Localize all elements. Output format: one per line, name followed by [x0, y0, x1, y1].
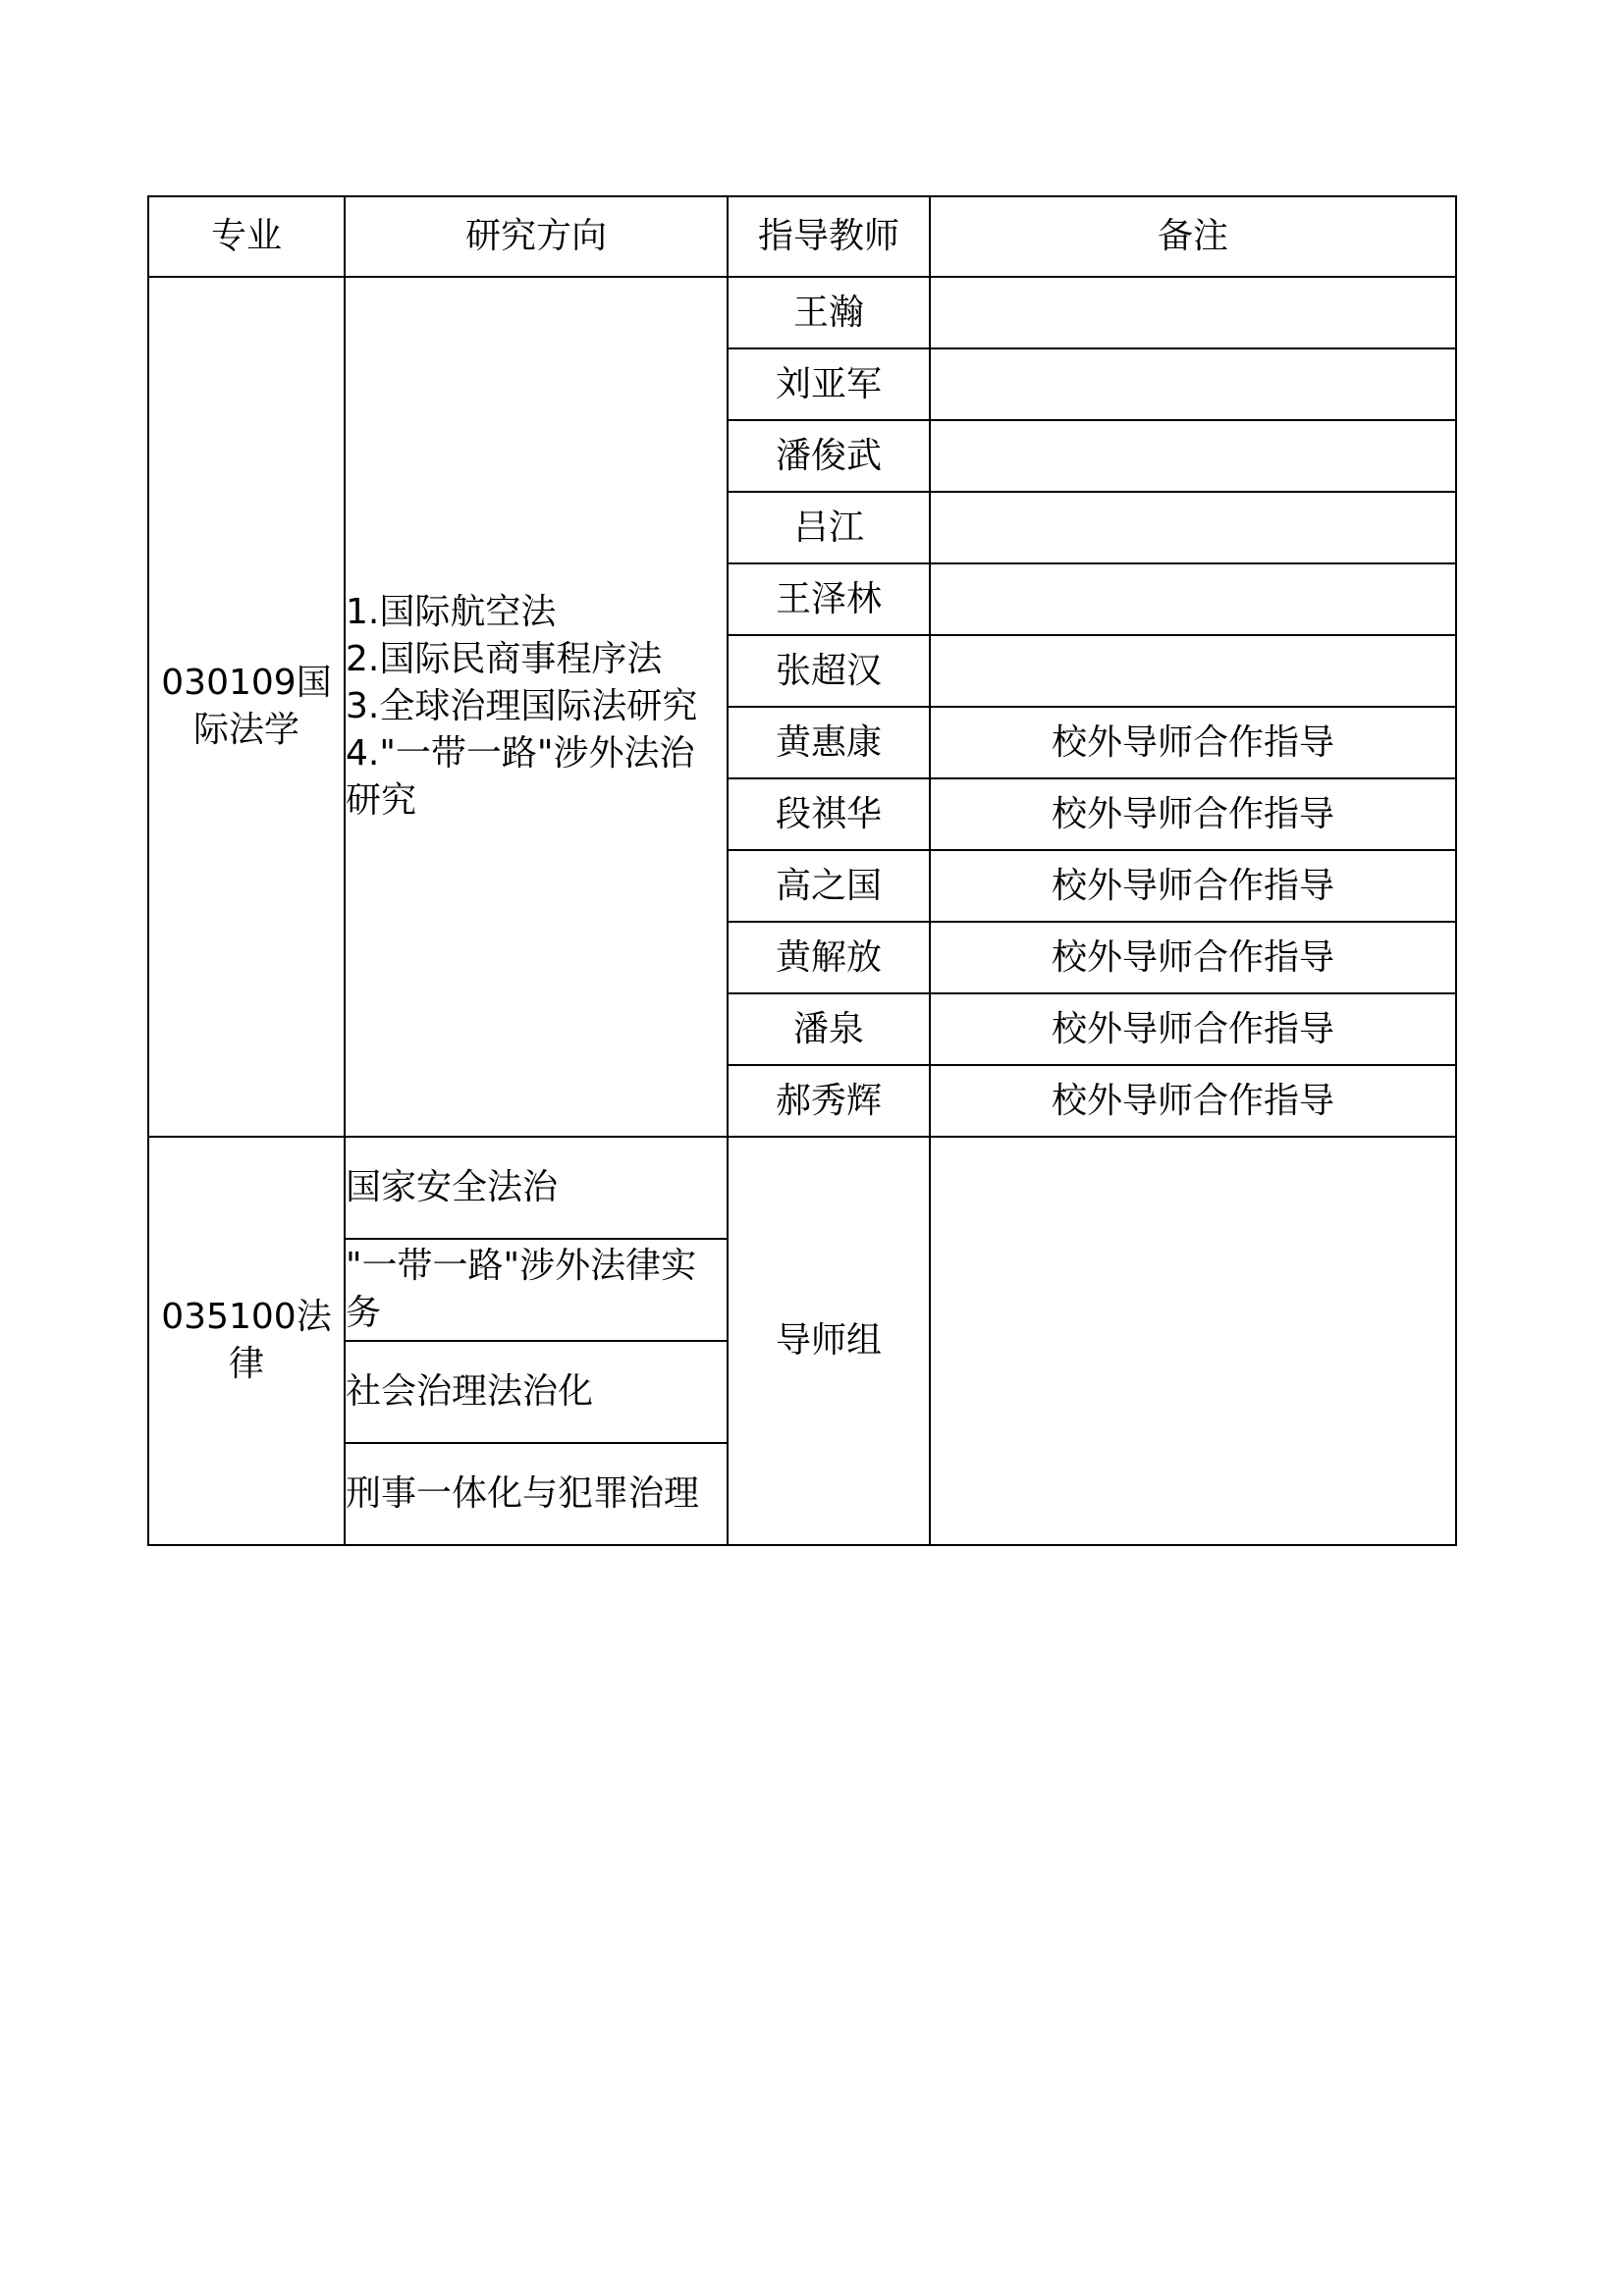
advisor-name: 刘亚军	[728, 348, 930, 420]
advisor-name: 王泽林	[728, 563, 930, 635]
advisor-remark: 校外导师合作指导	[930, 993, 1456, 1065]
direction-item: 社会治理法治化	[345, 1341, 728, 1443]
direction-item: 4."一带一路"涉外法治研究	[346, 733, 695, 821]
table-row	[148, 1137, 1456, 1239]
table-row	[148, 277, 1456, 348]
advisor-remark	[930, 563, 1456, 635]
advisor-remark	[930, 277, 1456, 348]
direction-item: 国家安全法治	[345, 1137, 728, 1239]
advisor-name: 吕江	[728, 492, 930, 563]
advisor-remark: 校外导师合作指导	[930, 922, 1456, 993]
advisor-remark	[930, 1137, 1456, 1545]
direction-list	[345, 277, 728, 1137]
header-row	[148, 196, 1456, 277]
advisor-name: 黄解放	[728, 922, 930, 993]
major-cell: 030109国际法学	[148, 277, 345, 1137]
advisor-remark: 校外导师合作指导	[930, 1065, 1456, 1137]
direction-item: 刑事一体化与犯罪治理	[345, 1443, 728, 1545]
direction-item: 2.国际民商事程序法	[346, 639, 663, 679]
advisor-name: 高之国	[728, 850, 930, 922]
header-direction: 研究方向	[345, 196, 728, 277]
advisor-name: 潘泉	[728, 993, 930, 1065]
advisor-name: 段祺华	[728, 778, 930, 850]
advisor-remark: 校外导师合作指导	[930, 707, 1456, 778]
advisor-remark	[930, 348, 1456, 420]
advisor-remark	[930, 492, 1456, 563]
advisor-name: 黄惠康	[728, 707, 930, 778]
advisor-remark	[930, 420, 1456, 492]
direction-item: 3.全球治理国际法研究	[346, 686, 698, 726]
major-cell: 035100法律	[148, 1137, 345, 1545]
header-major: 专业	[148, 196, 345, 277]
advisor-table	[147, 195, 1457, 1546]
advisor-remark: 校外导师合作指导	[930, 850, 1456, 922]
direction-item: 1.国际航空法	[346, 592, 557, 632]
advisor-name: 张超汉	[728, 635, 930, 707]
advisor-remark: 校外导师合作指导	[930, 778, 1456, 850]
header-remarks: 备注	[930, 196, 1456, 277]
advisor-name: 潘俊武	[728, 420, 930, 492]
advisor-remark	[930, 635, 1456, 707]
header-advisor: 指导教师	[728, 196, 930, 277]
advisor-name: 王瀚	[728, 277, 930, 348]
advisor-name: 郝秀辉	[728, 1065, 930, 1137]
advisor-name: 导师组	[728, 1137, 930, 1545]
direction-item: "一带一路"涉外法律实务	[345, 1239, 728, 1341]
